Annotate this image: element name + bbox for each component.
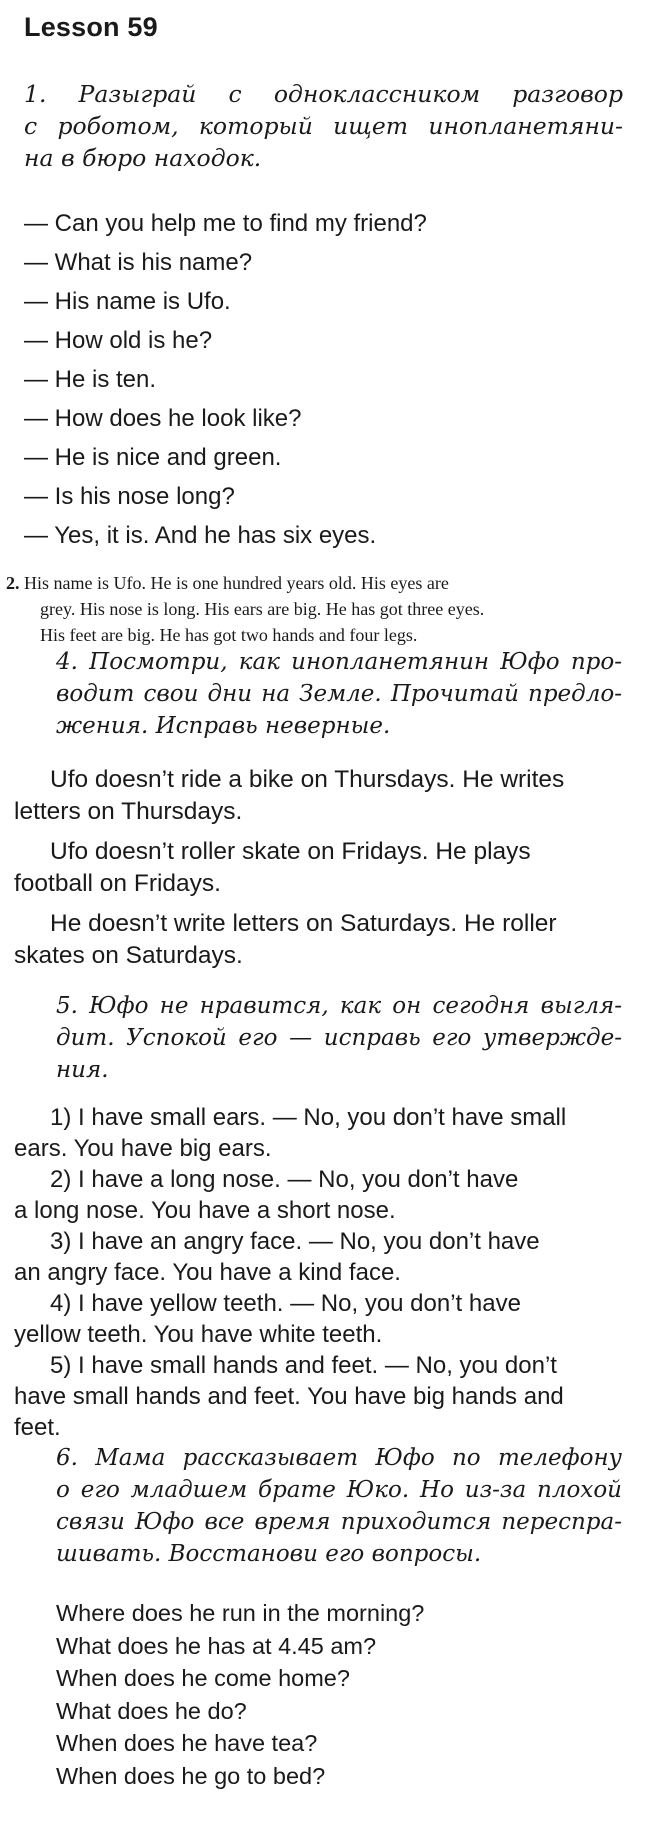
dialogue-line: — Can you help me to find my friend? [24,210,427,237]
question-line: When does he have tea? [56,1730,318,1756]
task2-line [6,570,622,596]
dialogue-line: — How old is he? [24,327,213,354]
task4-answer [14,908,651,972]
dialogue-line: — What is his name? [24,249,253,276]
answer-line: an angry face. You have a kind face. [14,1259,401,1286]
task6-questions [56,1597,424,1792]
task1-line: 1. Разыграй с одноклассником разговор [24,80,623,108]
answer-line: football on Fridays. [14,870,221,897]
answer-line: Ufo doesn’t ride a bike on Thursdays. He writes [50,766,565,793]
answer-line: He doesn’t write letters on Saturdays. He roller [50,910,557,937]
task6-line: 6. Мама рассказывает Юфо по телефону [56,1445,622,1471]
task2-number: 2. [6,573,20,593]
task4-line: водит свои дни на Земле. Прочитай предло- [56,681,622,707]
task1-line: с роботом, который ищет инопланетяни- [24,112,623,140]
answer-line: yellow teeth. You have white teeth. [14,1321,383,1348]
dialogue-line: — Is his nose long? [24,483,235,510]
question-line: What does he do? [56,1697,247,1724]
task5-instruction [56,990,622,1086]
task5-answer [14,1226,622,1288]
task1-dialogue [24,204,427,555]
task4-line: 4. Посмотри, как инопланетянин Юфо про- [56,649,622,675]
answer-line: skates on Saturdays. [14,942,243,969]
answer-line: 1) I have small ears. — No, you don’t have small [50,1104,567,1131]
task2-line: grey. His nose is long. His ears are big. He has got three eyes. [40,599,485,619]
task5-answer [14,1102,622,1164]
dialogue-line: — Yes, it is. And he has six eyes. [24,522,377,549]
answer-line: letters on Thursdays. [14,798,243,825]
task2-text: His name is Ufo. He is one hundred years old. His eyes are [24,573,449,593]
task2-answer [6,570,622,648]
question-line: Where does he run in the morning? [56,1600,425,1626]
task6-line: связи Юфо все время приходится переспра- [56,1509,622,1535]
task5-line: 5. Юфо не нравится, как он сегодня выгля- [56,993,622,1019]
answer-line: 5) I have small hands and feet. — No, you don’t [50,1352,557,1379]
task6-instruction [56,1442,622,1570]
answer-line: ears. You have big ears. [14,1135,272,1162]
task4-answer [14,764,651,828]
lesson-title: Lesson 59 [24,12,158,42]
task1-instruction [24,78,623,174]
dialogue-line: — He is nice and green. [24,444,282,471]
answer-line: a long nose. You have a short nose. [14,1197,396,1224]
answer-line: 3) I have an angry face. — No, you don’t have [50,1228,540,1255]
task6-line: о его младшем брате Юко. Но из-за плохой [56,1477,622,1503]
answer-line: 4) I have yellow teeth. — No, you don’t have [50,1290,521,1317]
dialogue-line: — He is ten. [24,366,157,393]
task6-line: шивать. Восстанови его вопросы. [56,1541,482,1567]
dialogue-line: — How does he look like? [24,405,302,432]
task4-line: жения. Исправь неверные. [56,713,391,739]
task1-line: на в бюро находок. [24,144,262,172]
task2-line: His feet are big. He has got two hands and four legs. [40,625,418,645]
task4-instruction [56,646,622,742]
question-line: When does he go to bed? [56,1762,326,1789]
task5-line: ния. [56,1057,109,1083]
task5-line: дит. Успокой его — исправь его утвержде- [56,1025,622,1051]
task5-answer [14,1350,622,1443]
task5-answer [14,1164,622,1226]
task5-answers [14,1102,622,1443]
answer-line: Ufo doesn’t roller skate on Fridays. He plays [50,838,531,865]
task5-answer [14,1288,622,1350]
answer-line: have small hands and feet. You have big hands and [14,1383,564,1410]
question-line: When does he come home? [56,1665,350,1691]
task4-answer [14,836,651,900]
task4-answers [14,764,651,972]
answer-line: 2) I have a long nose. — No, you don’t have [50,1166,519,1193]
question-line: What does he has at 4.45 am? [56,1632,377,1659]
answer-line: feet. [14,1414,61,1441]
dialogue-line: — His name is Ufo. [24,288,231,315]
